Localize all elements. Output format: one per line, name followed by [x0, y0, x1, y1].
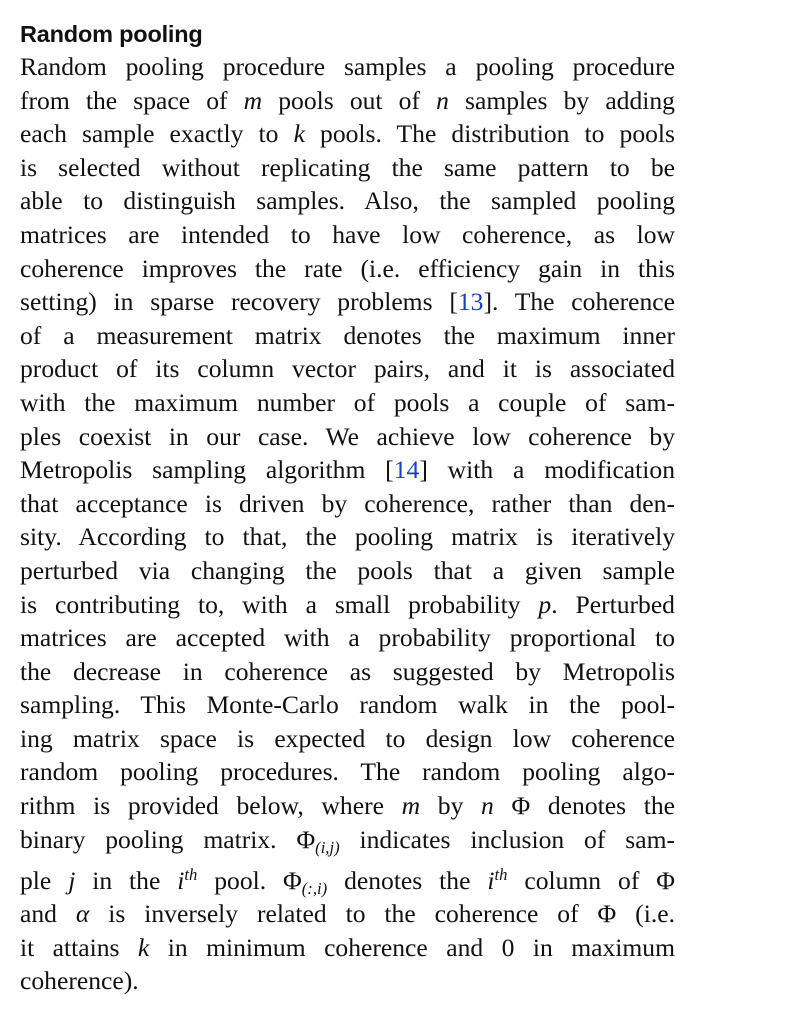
citation-link-13[interactable]: 13 — [457, 287, 484, 317]
text-line: matrices are accepted with a probability proportional to — [20, 623, 675, 653]
text-line: that acceptance is driven by coherence, rather than den- — [20, 488, 675, 518]
math-j: j — [68, 865, 76, 895]
text-line: sity. According to that, the pooling matrix is iteratively — [20, 522, 675, 552]
text-line: perturbed via changing the pools that a given sample — [20, 555, 675, 585]
math-alpha: α — [75, 899, 90, 929]
text-line: sampling. This Monte-Carlo random walk in the pool- — [20, 690, 675, 720]
math-m: m — [401, 791, 421, 821]
math-subscript-colon-i: (:,i) — [301, 879, 328, 899]
math-superscript-th: th — [494, 865, 508, 885]
math-p: p — [538, 589, 552, 619]
text-line: setting) in sparse recovery problems [13]. The coherence — [20, 287, 676, 317]
text-line: binary pooling matrix. $\Phi_{(i,j)}$ indicates inclusion of sam- — [20, 824, 676, 858]
math-i: i — [487, 865, 495, 895]
math-zero: 0 — [501, 932, 515, 962]
text-line: is selected without replicating the same pattern to be — [20, 152, 675, 182]
math-phi: Φ — [283, 865, 302, 895]
math-phi: Φ — [296, 824, 316, 854]
math-m: m — [243, 85, 263, 115]
citation-link-14[interactable]: 14 — [393, 455, 420, 485]
math-phi: Φ — [656, 865, 675, 895]
math-subscript-ij: (i,j) — [315, 838, 340, 858]
math-i: i — [177, 865, 185, 895]
math-n: n — [436, 85, 449, 115]
text-line: product of its column vector pairs, and it is associated — [20, 354, 675, 384]
text-line: coherence improves the rate (i.e. efficiency gain in this — [20, 253, 675, 283]
text-line: matrices are intended to have low coherence, as low — [20, 219, 675, 249]
math-k: k — [137, 932, 150, 962]
math-n: n — [481, 791, 494, 821]
text-line: Random pooling procedure samples a pooling procedure — [20, 52, 675, 81]
text-line: each sample exactly to k pools. The distribution to pools — [20, 119, 675, 149]
math-phi: Φ — [511, 791, 531, 821]
section-body — [20, 50, 675, 998]
math-superscript-th: th — [184, 865, 198, 885]
text-line: is contributing to, with a small probability p. Perturbed — [20, 589, 675, 619]
text-line: Metropolis sampling algorithm [14] with a modification — [20, 455, 675, 485]
text-line: coherence). — [20, 966, 139, 996]
text-line: the decrease in coherence as suggested by Metropolis — [20, 656, 675, 686]
text-line: able to distinguish samples. Also, the sampled pooling — [20, 186, 675, 216]
text-line: from the space of m pools out of n samples by adding — [20, 85, 675, 115]
article-page — [20, 18, 675, 998]
text-line: it attains k in minimum coherence and 0 in maximum — [20, 932, 676, 962]
text-line: ple j in the $i^{th}$ pool. $\Phi_{(:,i)}$ denotes the $i^{th}$ column of Φ — [20, 865, 675, 899]
text-line: and α is inversely related to the coherence of Φ (i.e. — [20, 899, 675, 929]
text-line: of a measurement matrix denotes the maximum inner — [20, 320, 675, 350]
text-line: rithm is provided below, where m by n Φ denotes the — [20, 791, 675, 821]
text-line: with the maximum number of pools a couple of sam- — [20, 387, 675, 417]
text-line: ples coexist in our case. We achieve low coherence by — [20, 421, 675, 451]
text-line: ing matrix space is expected to design low coherence — [20, 723, 675, 753]
section-heading: Random pooling — [20, 21, 203, 47]
math-phi: Φ — [597, 899, 617, 929]
text-line: random pooling procedures. The random pooling algo- — [20, 757, 675, 787]
math-k: k — [293, 119, 305, 149]
